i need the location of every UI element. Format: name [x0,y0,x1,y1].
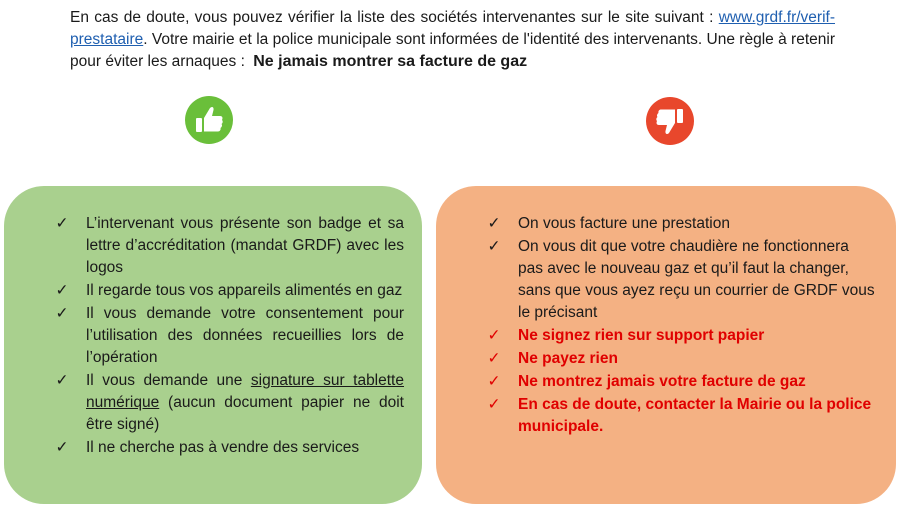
intro-text-after: . Votre mairie et la police municipale sont informées de l'identité des intervenants. Une règle à retenir pour éviter les arnaques : [70,31,835,70]
list-item [484,213,876,235]
warning-item [484,371,876,393]
item-text: Ne montrez jamais votre facture de gaz [518,373,806,390]
thumbs-down-icon [646,97,694,145]
intro-paragraph [70,7,835,73]
list-item [52,437,404,459]
item-text: Ne payez rien [518,350,618,367]
warning-signs-panel [436,186,896,504]
good-practices-panel [4,186,422,504]
check-icon: ✓ [487,373,501,390]
rule-text: Ne jamais montrer sa facture de gaz [253,53,528,70]
item-text: L’intervenant vous présente son badge et sa lettre d’accréditation (mandat GRDF) avec les logos [86,215,404,276]
list-item [484,236,876,324]
item-text: Ne signez rien sur support papier [518,327,765,344]
check-icon: ✓ [487,238,501,255]
item-text: Il regarde tous vos appareils alimentés en gaz [86,282,403,299]
check-icon: ✓ [55,215,69,232]
good-practices-list [52,213,404,460]
list-item [52,303,404,369]
check-icon: ✓ [55,372,69,389]
item-text: On vous facture une prestation [518,215,730,232]
check-icon: ✓ [487,396,501,413]
list-item [52,370,404,436]
item-text: On vous dit que votre chaudière ne fonctionnera pas avec le nouveau gaz et qu’il faut la changer, sans que vous ayez reçu un courrier de GRDF vous le précisant [518,238,875,321]
intro-text-before: En cas de doute, vous pouvez vérifier la liste des sociétés intervenantes sur le site suivant : [70,9,719,26]
item-text: Il vous demande votre consentement pour l’utilisation des données recueillies lors de l’opération [86,305,404,366]
list-item [52,280,404,302]
check-icon: ✓ [55,305,69,322]
check-icon: ✓ [487,350,501,367]
item-text: Il ne cherche pas à vendre des services [86,439,360,456]
check-icon: ✓ [487,327,501,344]
item-text: En cas de doute, contacter la Mairie ou la police municipale. [518,396,872,435]
thumbs-up-icon [185,96,233,144]
check-icon: ✓ [487,215,501,232]
warning-item [484,394,876,438]
check-icon: ✓ [55,439,69,456]
item-text: (aucun document papier ne doit être signé) [86,394,404,433]
item-text: Il vous demande une [86,372,251,389]
item-underlined-text: signature sur tablette numérique [86,372,404,411]
list-item [52,213,404,279]
warning-item [484,348,876,370]
verify-provider-link[interactable]: www.grdf.fr/verif-prestataire [70,9,835,48]
check-icon: ✓ [55,282,69,299]
warning-signs-list [484,213,876,439]
warning-item [484,325,876,347]
